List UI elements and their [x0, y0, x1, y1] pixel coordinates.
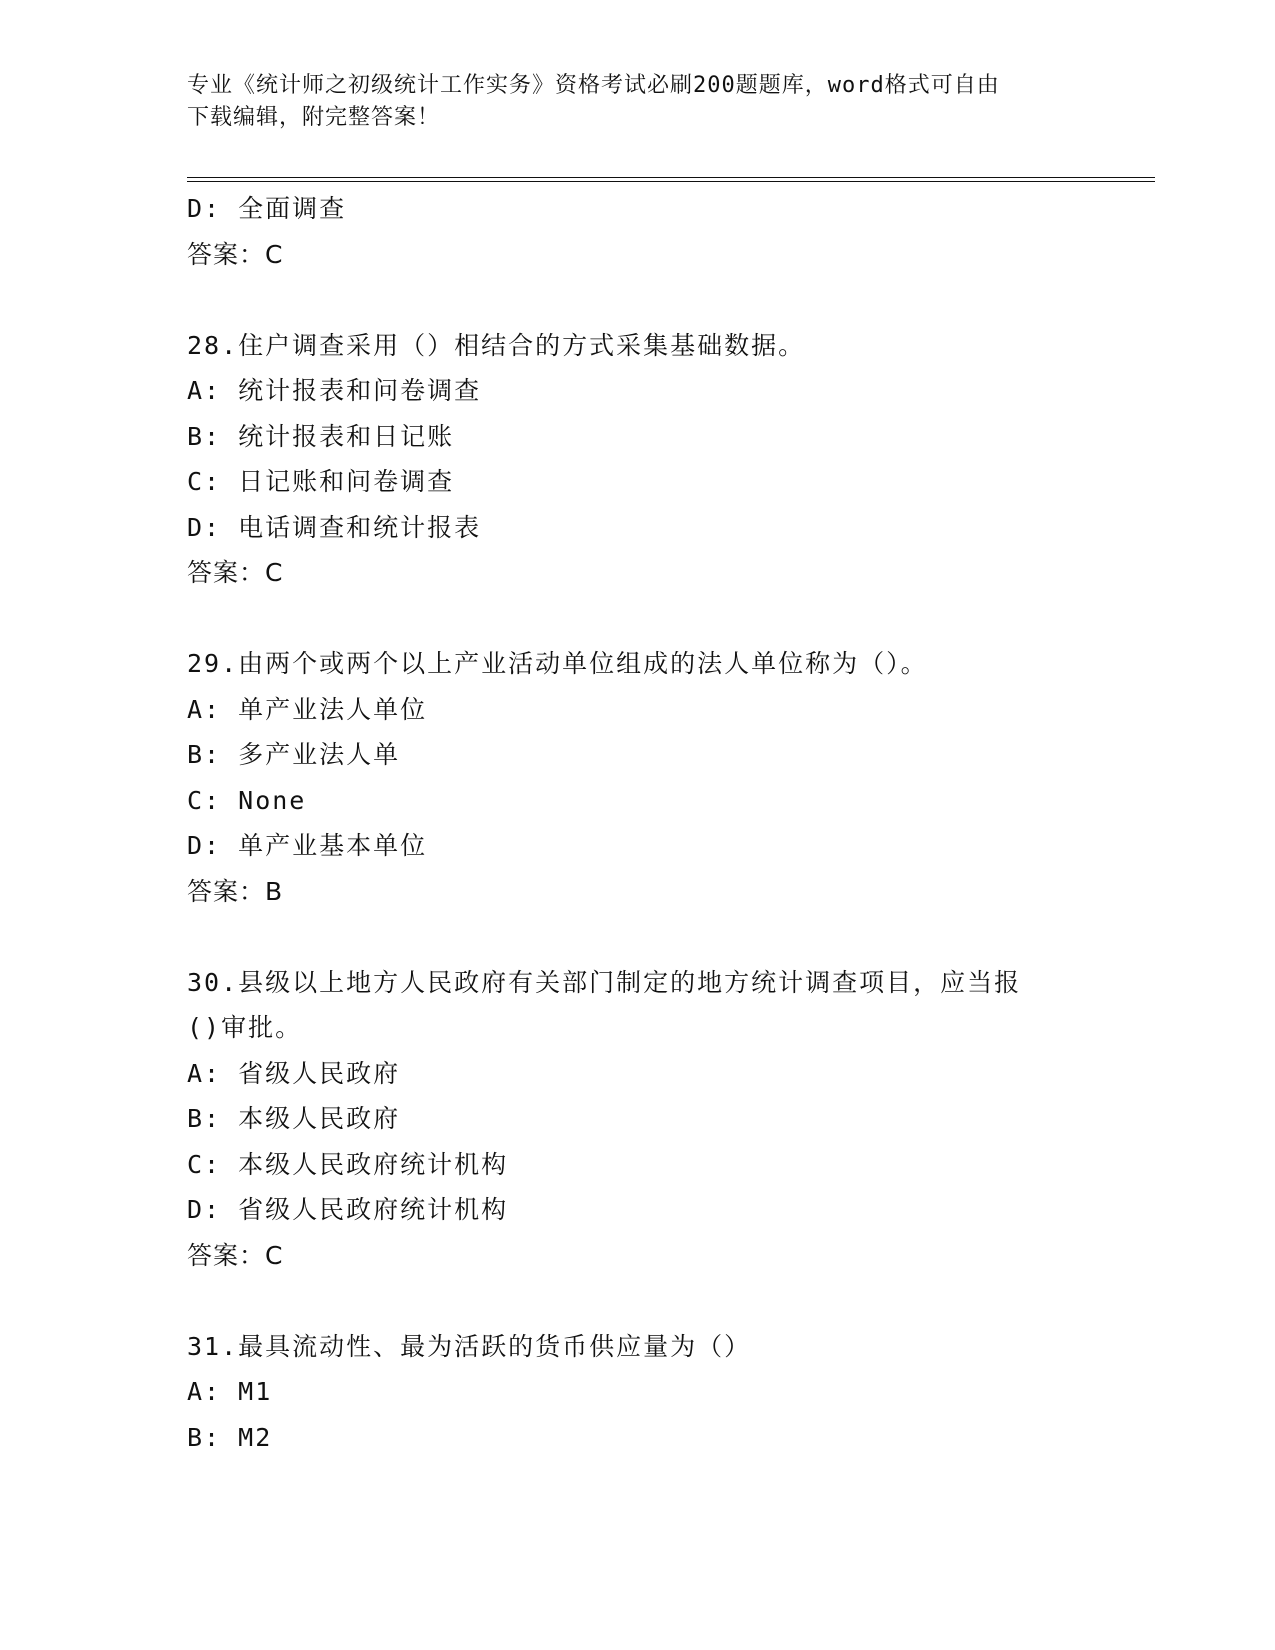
- option-a: A: 单产业法人单位: [187, 694, 428, 724]
- spacer: [187, 277, 1087, 323]
- header-line-2: 下载编辑，附完整答案！: [187, 105, 441, 130]
- option-a: A: 省级人民政府: [187, 1058, 401, 1088]
- option-d: D: 省级人民政府统计机构: [187, 1195, 509, 1224]
- spacer: [187, 914, 1087, 960]
- option-b: B: M2: [187, 1422, 273, 1452]
- spacer: [187, 1278, 1087, 1324]
- option-a: A: M1: [187, 1377, 273, 1406]
- question-stem: 31.最具流动性、最为活跃的货币供应量为（）: [187, 1331, 752, 1361]
- header-divider-top: [187, 177, 1155, 178]
- option-b: B: 多产业法人单: [187, 740, 401, 769]
- spacer: [187, 596, 1087, 642]
- option-c: C: 日记账和问卷调查: [187, 467, 455, 496]
- question-30: [187, 960, 1087, 1279]
- question-31: [187, 1324, 1087, 1461]
- option-c: C: None: [187, 785, 307, 815]
- header-line-1: 专业《统计师之初级统计工作实务》资格考试必刷200题题库，word格式可自由: [187, 73, 1000, 98]
- option-a: A: 统计报表和问卷调查: [187, 376, 482, 405]
- option-c: C: 本级人民政府统计机构: [187, 1149, 509, 1179]
- answer-line: 答案：C: [187, 1240, 284, 1270]
- question-list: [187, 186, 1087, 1460]
- question-stem: 29.由两个或两个以上产业活动单位组成的法人单位称为（）。: [187, 649, 928, 678]
- option-d: D: 电话调查和统计报表: [187, 512, 482, 542]
- question-29: [187, 641, 1087, 914]
- question-stem-line-2: ()审批。: [187, 1013, 303, 1042]
- answer-line: 答案：C: [187, 239, 284, 269]
- option-b: B: 本级人民政府: [187, 1104, 401, 1133]
- answer-line: 答案：C: [187, 558, 284, 587]
- option-d: D: 全面调查: [187, 194, 347, 223]
- document-header: [187, 70, 1087, 134]
- question-28: [187, 323, 1087, 596]
- answer-line: 答案：B: [187, 876, 284, 906]
- header-divider-bottom: [187, 181, 1155, 182]
- option-b: B: 统计报表和日记账: [187, 421, 455, 451]
- question-stem-line-1: 30.县级以上地方人民政府有关部门制定的地方统计调查项目，应当报: [187, 967, 1022, 997]
- question-stem: 28.住户调查采用（）相结合的方式采集基础数据。: [187, 330, 806, 360]
- option-d: D: 单产业基本单位: [187, 831, 428, 860]
